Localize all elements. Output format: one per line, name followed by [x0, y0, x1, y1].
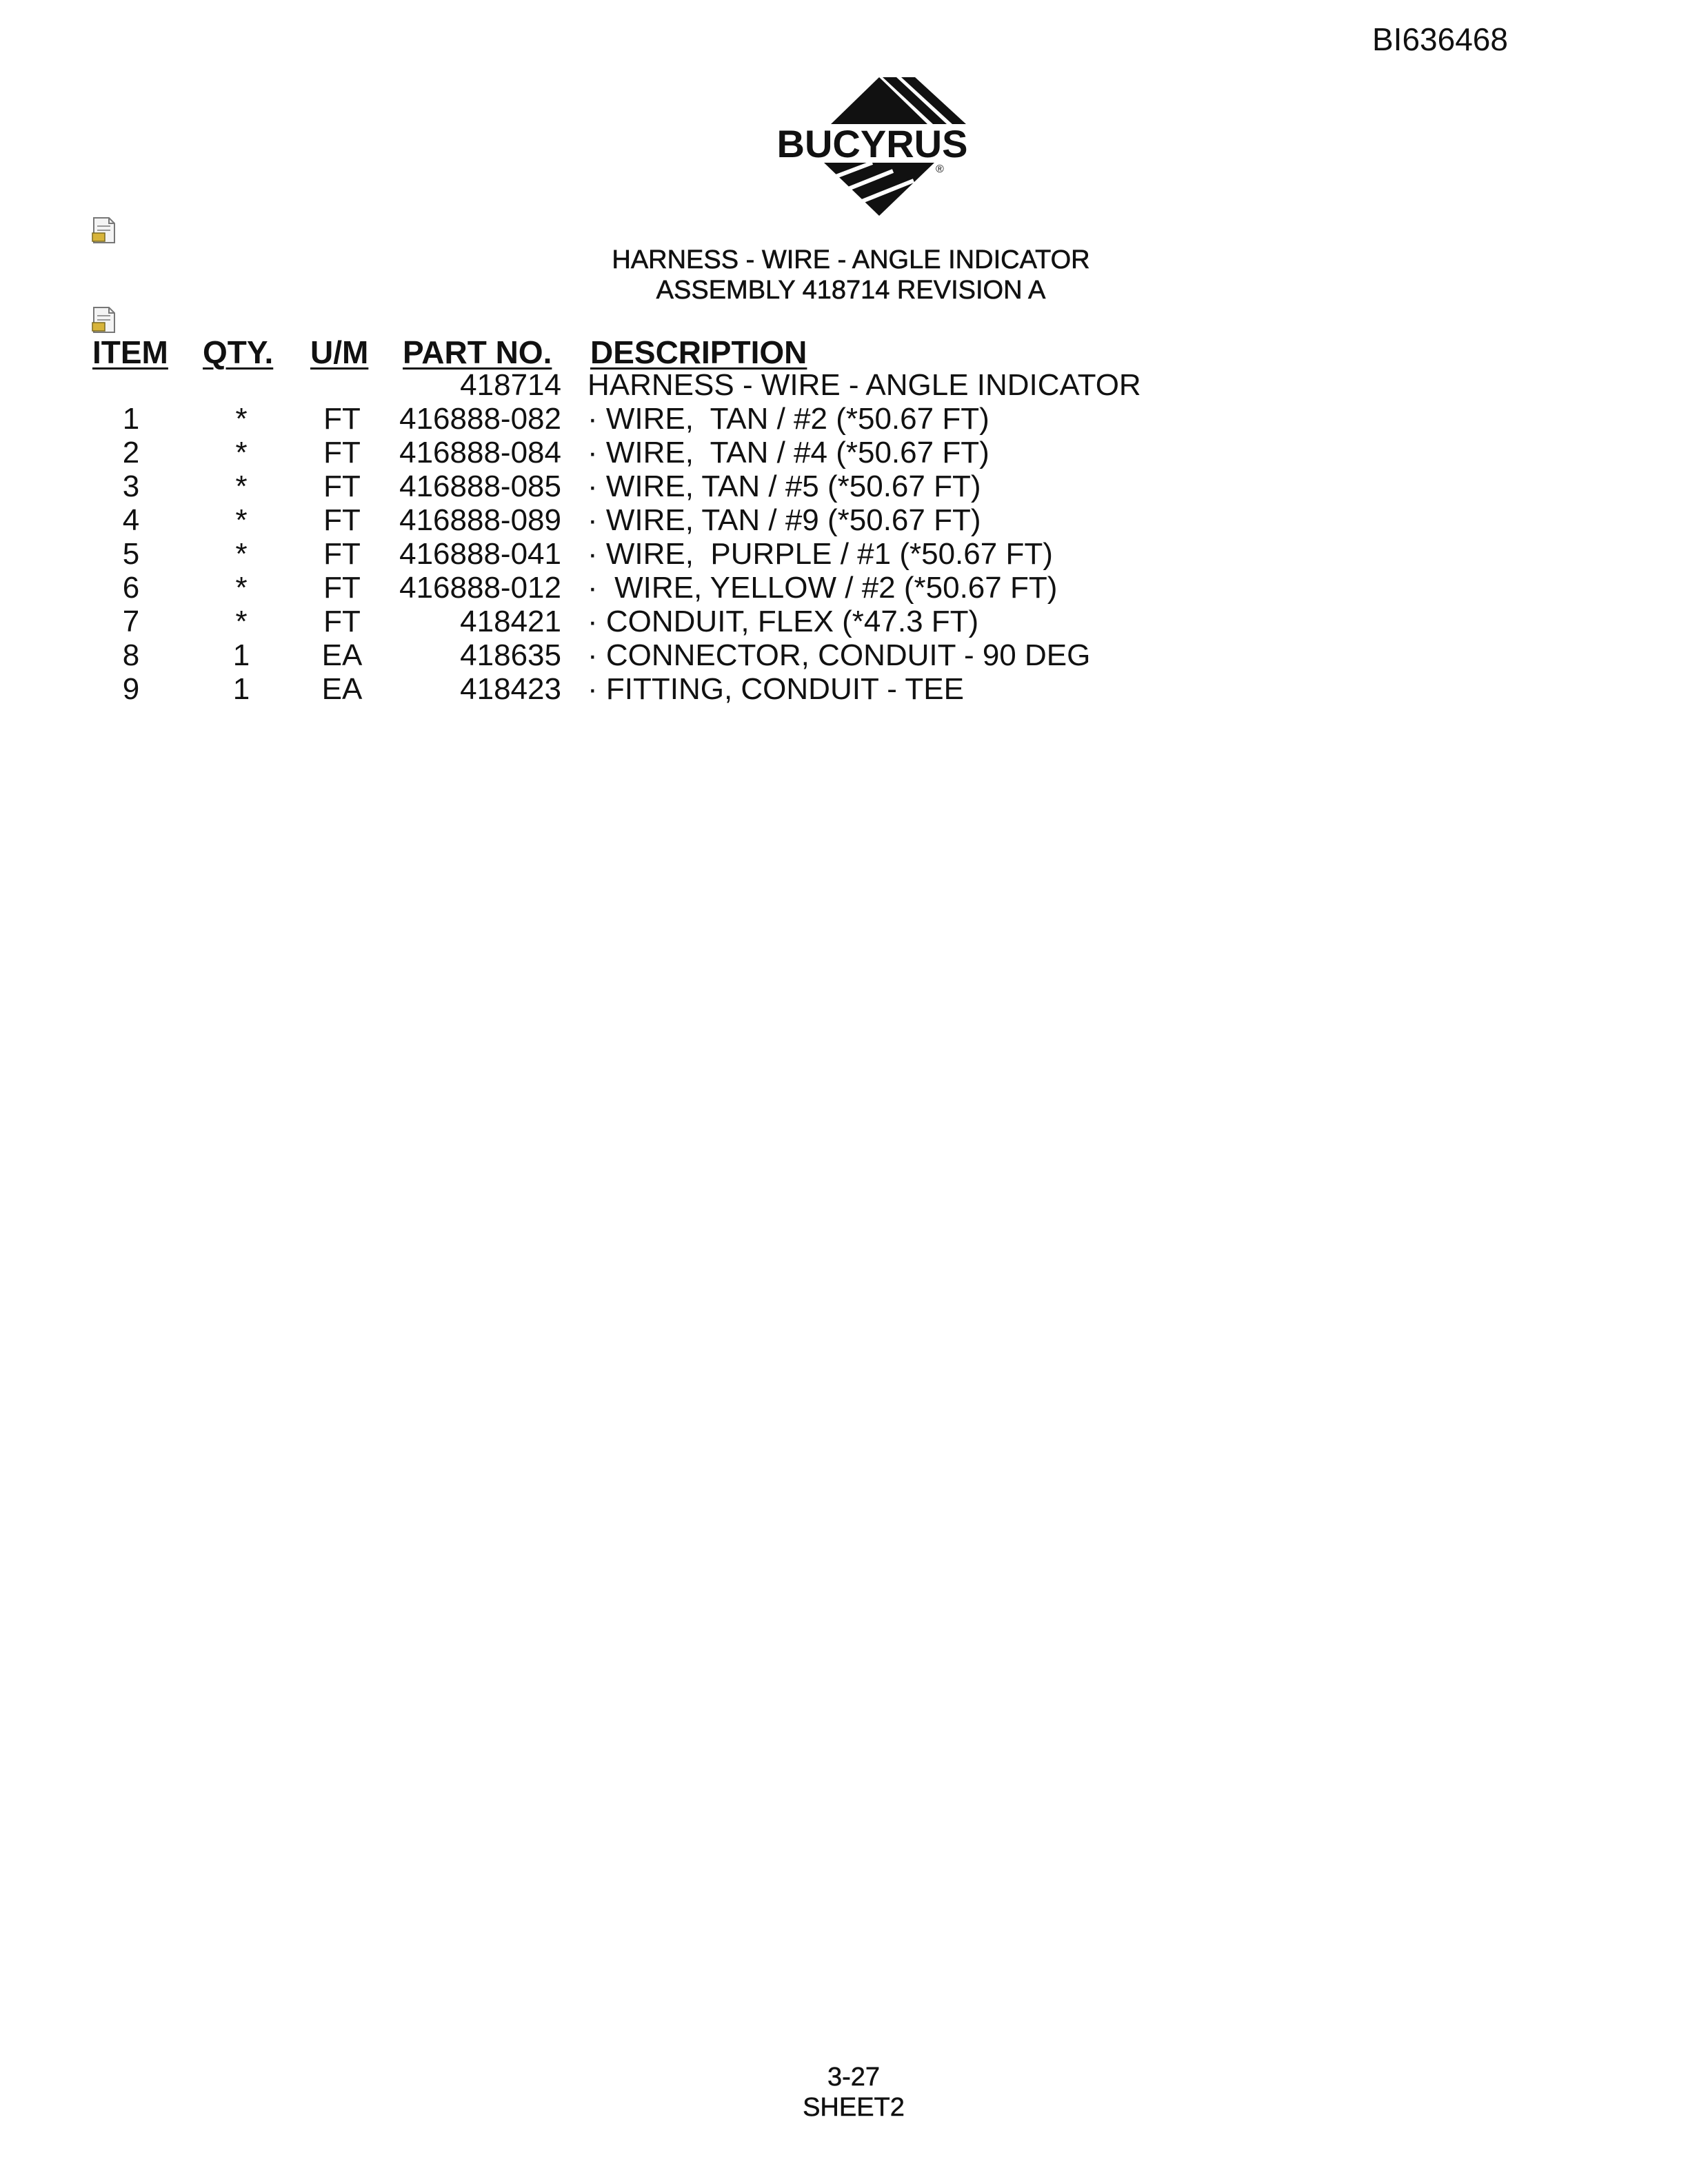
attachment-file-icon[interactable]: [91, 306, 119, 335]
row-qty: *: [235, 503, 248, 537]
row-um: EA: [321, 672, 363, 706]
column-header-description: DESCRIPTION: [590, 334, 807, 370]
row-description: · CONNECTOR, CONDUIT - 90 DEG: [587, 638, 1091, 672]
row-part-no: 418635: [460, 638, 561, 672]
row-item: 6: [122, 571, 140, 605]
row-part-no: 416888-082: [399, 402, 561, 436]
assembly-description: HARNESS - WIRE - ANGLE INDICATOR: [587, 368, 1141, 402]
column-header-um: U/M: [310, 334, 369, 370]
registered-mark: ®: [936, 163, 944, 175]
row-qty: 1: [232, 638, 250, 672]
brand-name: BUCYRUS: [776, 122, 968, 165]
page-number: 3-27: [827, 2063, 881, 2092]
row-qty: *: [235, 402, 248, 436]
row-item: 9: [122, 672, 140, 706]
row-item: 1: [122, 402, 140, 436]
row-um: FT: [323, 503, 361, 537]
document-id: BI636468: [1372, 21, 1508, 57]
row-item: 2: [122, 436, 140, 469]
row-um: FT: [323, 436, 361, 469]
assembly-part-no: 418714: [460, 368, 561, 402]
row-um: FT: [323, 571, 361, 605]
row-um: FT: [323, 537, 361, 571]
row-part-no: 418423: [460, 672, 561, 706]
row-um: FT: [323, 605, 361, 638]
row-description: · FITTING, CONDUIT - TEE: [587, 672, 964, 706]
assembly-revision: ASSEMBLY 418714 REVISION A: [656, 276, 1046, 305]
assembly-title: HARNESS - WIRE - ANGLE INDICATOR: [612, 245, 1090, 274]
row-qty: 1: [232, 672, 250, 706]
column-header-part-no: PART NO.: [403, 334, 552, 370]
row-part-no: 416888-085: [399, 469, 561, 503]
row-description: · WIRE, TAN / #9 (*50.67 FT): [587, 503, 981, 537]
row-description: · WIRE, TAN / #5 (*50.67 FT): [587, 469, 981, 503]
row-um: FT: [323, 469, 361, 503]
row-part-no: 418421: [460, 605, 561, 638]
row-qty: *: [235, 537, 248, 571]
row-qty: *: [235, 571, 248, 605]
row-description: · WIRE, YELLOW / #2 (*50.67 FT): [587, 571, 1058, 605]
bucyrus-logo: [755, 74, 989, 219]
row-part-no: 416888-012: [399, 571, 561, 605]
row-um: EA: [321, 638, 363, 672]
row-part-no: 416888-089: [399, 503, 561, 537]
row-item: 8: [122, 638, 140, 672]
row-part-no: 416888-084: [399, 436, 561, 469]
row-description: · WIRE, TAN / #4 (*50.67 FT): [587, 436, 989, 469]
row-description: · WIRE, TAN / #2 (*50.67 FT): [587, 402, 989, 436]
row-item: 7: [122, 605, 140, 638]
row-qty: *: [235, 436, 248, 469]
column-header-item: ITEM: [92, 334, 168, 370]
row-qty: *: [235, 605, 248, 638]
row-item: 5: [122, 537, 140, 571]
row-description: · WIRE, PURPLE / #1 (*50.67 FT): [587, 537, 1053, 571]
row-item: 4: [122, 503, 140, 537]
sheet-label: SHEET2: [803, 2093, 905, 2122]
row-description: · CONDUIT, FLEX (*47.3 FT): [587, 605, 979, 638]
attachment-file-icon[interactable]: [91, 216, 119, 245]
column-header-qty: QTY.: [203, 334, 274, 370]
row-qty: *: [235, 469, 248, 503]
row-um: FT: [323, 402, 361, 436]
row-item: 3: [122, 469, 140, 503]
row-part-no: 416888-041: [399, 537, 561, 571]
